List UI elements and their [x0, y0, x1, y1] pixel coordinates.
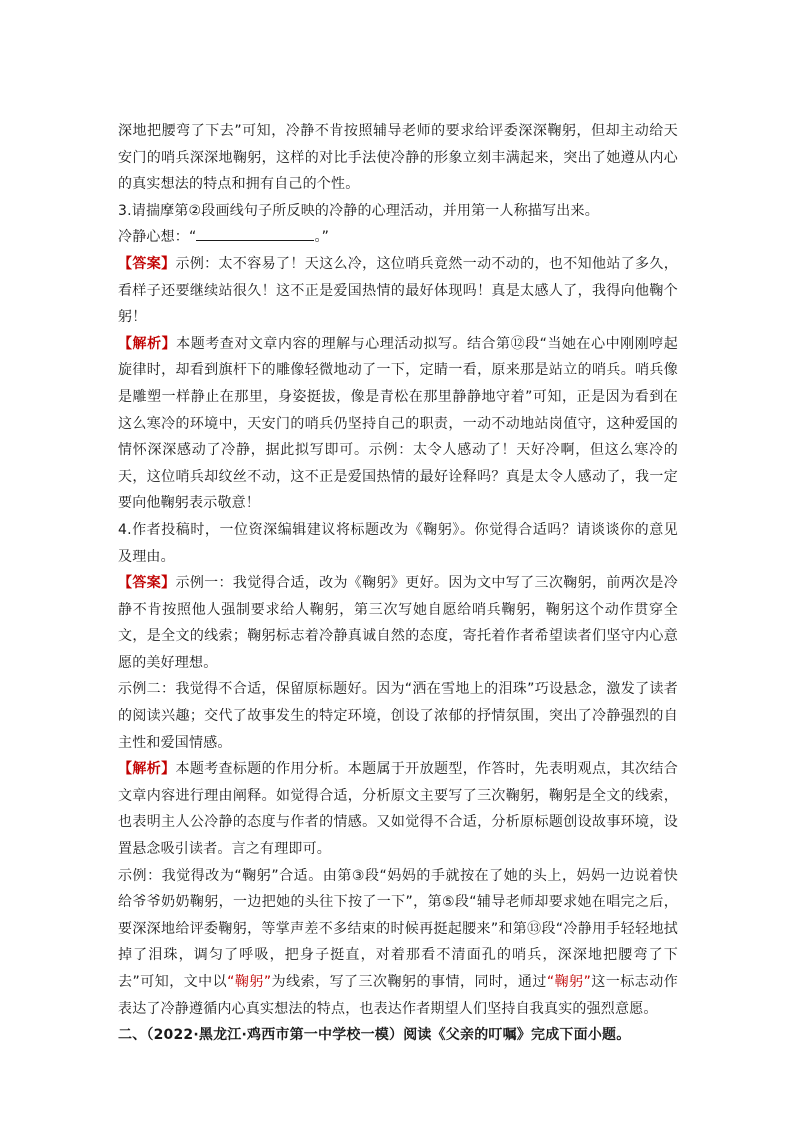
section-2-heading: 二、（2022·黑龙江·鸡西市第一中学校一模）阅读《父亲的叮嘱》完成下面小题。 — [118, 1027, 631, 1044]
answer-tag: 【答案】 — [118, 575, 176, 592]
document-page — [118, 118, 678, 1049]
answer-blank — [196, 226, 314, 241]
answer-tag: 【答案】 — [118, 255, 176, 272]
highlight-keyword: “鞠躬” — [227, 974, 272, 990]
answer-4-example-2: 示例二：我觉得不合适，保留原标题好。因为“洒在雪地上的泪珠”巧设悬念，激发了读者的阅读兴趣；交代了故事发生的特定环境，创设了浓郁的抒情氛围，突出了冷静强烈的自主性和爱国情感。 — [118, 681, 678, 751]
analysis-3-text: 本题考查对文章内容的理解与心理活动拟写。结合第⑫段“当她在心中刚刚哼起旋律时，却看到旗杆下的雕像轻微地动了一下，定睛一看，原来那是站立的哨兵。哨兵像是雕塑一样静止在那里，身姿挺拔，像是青松在那里静静地守着”可知，正是因为看到在这么寒冷的环境中，天安门的哨兵仍坚持自己的职责，一动不动地站岗值守，这种爱国的情怀深深感动了冷静，据此拟写即可。示例：太令人感动了！天好冷啊，但这么寒冷的天，这位哨兵却纹丝不动，这不正是爱国热情的最好诠释吗？真是太令人感动了，我一定要向他鞠躬表示敬意！ — [118, 335, 678, 512]
analysis-tag: 【解析】 — [118, 335, 177, 352]
sample-part-2: 为线索，写了三次鞠躬的事情，同时，通过 — [271, 974, 547, 990]
answer-4-sample — [118, 863, 678, 1023]
answer-4 — [118, 570, 678, 676]
answer-4-example-1: 示例一：我觉得合适，改为《鞠躬》更好。因为文中写了三次鞠躬，前两次是冷静不肯按照他人强制要求给人鞠躬，第三次写她自愿给哨兵鞠躬，鞠躬这个动作贯穿全文，是全文的线索；鞠躬标志着冷静真诚自然的态度，寄托着作者希望读者们坚守内心意愿的美好理想。 — [118, 575, 678, 671]
analysis-tag: 【解析】 — [118, 761, 176, 778]
prompt-tail: 。” — [314, 229, 330, 246]
analysis-4 — [118, 756, 678, 862]
question-3: 3.请揣摩第②段画线句子所反映的冷静的心理活动，并用第一人称描写出来。 — [118, 202, 599, 219]
answer-3 — [118, 251, 678, 331]
question-4: 4.作者投稿时，一位资深编辑建议将标题改为《鞠躬》。你觉得合适吗？请谈谈你的意见及理由。 — [118, 521, 678, 565]
answer-3-text: 示例：太不容易了！天这么冷，这位哨兵竟然一动不动的，也不知他站了多久，看样子还要继续站很久！这不正是爱国热情的最好体现吗！真是太感人了，我得向他鞠个躬！ — [118, 255, 678, 326]
analysis-4-text: 本题考查标题的作用分析。本题属于开放题型，作答时，先表明观点，其次结合文章内容进行理由阐释。如觉得合适，分析原文主要写了三次鞠躬，鞠躬是全文的线索，也表明主人公冷静的态度与作者的情感。又如觉得不合适，分析原标题创设故事环境，设置悬念吸引读者。言之有理即可。 — [118, 761, 678, 858]
analysis-3 — [118, 331, 678, 517]
analysis-continuation: 深地把腰弯了下去”可知，冷静不肯按照辅导老师的要求给评委深深鞠躬，但却主动给天安门的哨兵深深地鞠躬，这样的对比手法使冷静的形象立刻丰满起来，突出了她遵从内心的真实想法的特点和拥有自己的个性。 — [118, 123, 678, 193]
question-3-prompt — [118, 224, 678, 251]
prompt-lead: 冷静心想：“ — [118, 229, 197, 246]
sample-part-1: 示例：我觉得改为“鞠躬”合适。由第③段“妈妈的手就按在了她的头上，妈妈一边说着快给爷爷奶奶鞠躬，一边把她的头往下按了一下”，第⑤段“辅导老师却要求她在唱完之后，要深深地给评委鞠躬，等掌声差不多结束的时候再挺起腰来”和第⑬段“冷静用手轻轻地拭掉了泪珠，调匀了呼吸，把身子挺直，对着那看不清面孔的哨兵，深深地把腰弯了下去”可知，文中以 — [118, 867, 678, 990]
highlight-keyword: “鞠躬” — [546, 974, 592, 990]
sample-part-3: 这一标志动作表达了冷静遵循内心真实想法的特点，也表达作者期望人们坚持自我真实的强烈意愿。 — [118, 974, 678, 1017]
